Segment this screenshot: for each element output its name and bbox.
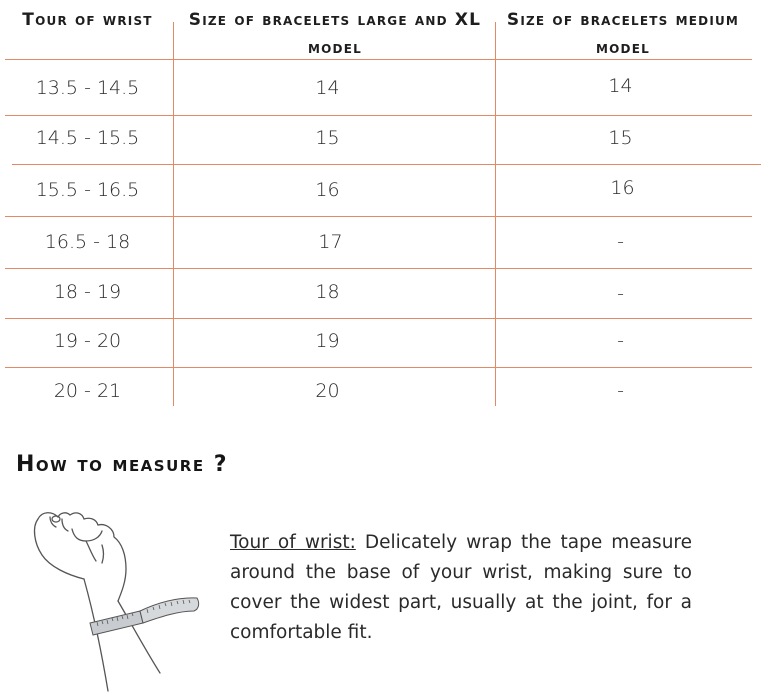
cell-medium-size: - [617, 231, 624, 253]
cell-large-size: 15 [315, 127, 340, 149]
wrist-measure-illustration [22, 505, 207, 695]
cell-wrist: 18 - 19 [53, 281, 122, 303]
row-divider [5, 367, 752, 368]
column-divider [495, 22, 496, 406]
cell-wrist: 15.5 - 16.5 [35, 179, 140, 201]
cell-wrist: 13.5 - 14.5 [35, 77, 140, 99]
how-to-measure-title: How to measure ? [16, 452, 228, 477]
cell-wrist: 14.5 - 15.5 [35, 127, 140, 149]
measure-instructions [230, 528, 692, 648]
cell-large-size: 17 [318, 231, 343, 253]
cell-medium-size: 16 [610, 177, 635, 199]
header-medium-size: Size of bracelets medium model [506, 10, 740, 58]
cell-wrist: 16.5 - 18 [44, 231, 131, 253]
cell-medium-size: 15 [608, 127, 633, 149]
cell-medium-size: 14 [608, 75, 633, 97]
cell-medium-size: - [617, 380, 624, 402]
cell-medium-size: - [617, 283, 624, 305]
row-divider [5, 216, 752, 217]
cell-wrist: 19 - 20 [53, 330, 122, 352]
row-divider [5, 115, 752, 116]
header-large-xl-size: Size of bracelets large and XL model [188, 10, 482, 58]
cell-large-size: 20 [315, 380, 340, 402]
row-divider [5, 268, 752, 269]
row-divider [5, 59, 752, 60]
header-tour-of-wrist: Tour of wrist [22, 10, 153, 30]
cell-large-size: 14 [315, 77, 340, 99]
instruction-lead: Tour of wrist: [230, 532, 356, 553]
tape-measure-icon [90, 598, 199, 635]
cell-large-size: 19 [315, 330, 340, 352]
cell-large-size: 18 [315, 281, 340, 303]
row-divider [12, 164, 761, 165]
hand-icon [35, 513, 160, 691]
cell-medium-size: - [617, 330, 624, 352]
column-divider [173, 22, 174, 406]
cell-large-size: 16 [315, 179, 340, 201]
cell-wrist: 20 - 21 [53, 380, 122, 402]
row-divider [5, 318, 752, 319]
instruction-text: Delicately wrap the tape measure around the base of your wrist, making sure to cover the widest part, usually at the joint, for a comfortable fit. [230, 532, 692, 643]
